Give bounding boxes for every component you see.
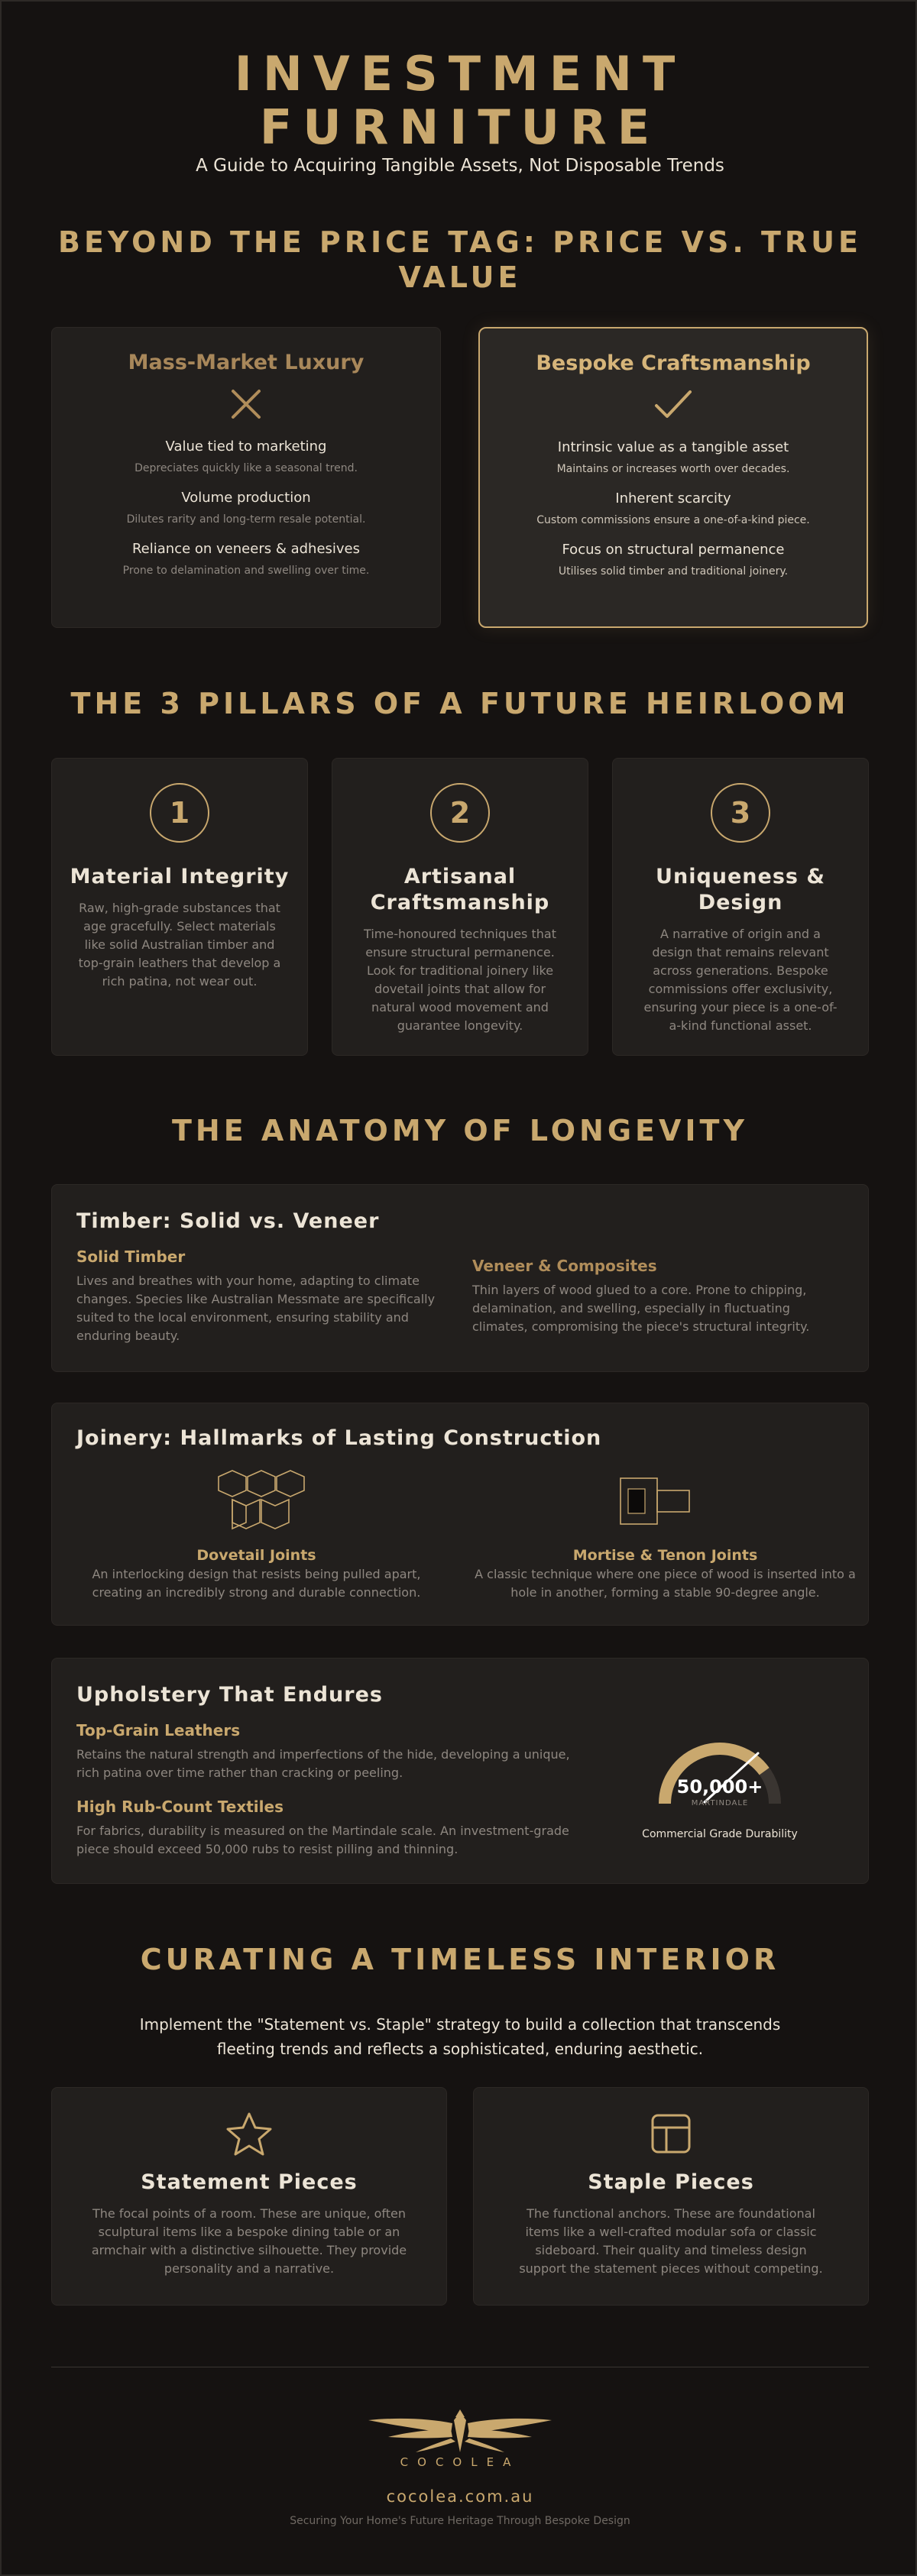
dovetail-icon: [215, 1469, 310, 1536]
cross-icon: [52, 385, 440, 431]
gauge-value: 50,000+: [676, 1776, 763, 1798]
gauge-caption: Commercial Grade Durability: [642, 1828, 798, 1840]
veneer-body: Thin layers of wood glued to a core. Prone to chipping, delamination, and swelling, especially in fluctuating climates, compromising the piece's structural integrity.: [472, 1283, 810, 1334]
dovetail-body: An interlocking design that resists being pulled apart, creating an incredibly strong and durable connection.: [92, 1567, 421, 1600]
curating-intro-line-2: fleeting trends and reflects a sophisticated, enduring aesthetic.: [216, 2040, 704, 2058]
pillar-number-2: 2: [430, 783, 490, 843]
mortise-tenon-body: A classic technique where one piece of wood is inserted into a hole in another, forming a stable 90-degree angle.: [475, 1567, 856, 1600]
curating-intro: [2, 2012, 917, 2061]
pillar-title-3-line-1: Uniqueness &: [656, 865, 825, 888]
title-line-2: FURNITURE: [259, 99, 661, 155]
gauge-unit: MARTINDALE: [691, 1799, 749, 1807]
mass-market-title: Mass-Market Luxury: [128, 351, 365, 374]
bespoke-item-3-main: Focus on structural permanence: [562, 542, 785, 558]
pillar-card-1: [51, 758, 308, 1056]
staple-card: [473, 2087, 869, 2306]
timber-title: Timber: Solid vs. Veneer: [76, 1209, 380, 1233]
solid-timber-title: Solid Timber: [76, 1248, 186, 1266]
mass-market-card: [51, 327, 441, 628]
footer-url[interactable]: cocolea.com.au: [386, 2487, 534, 2506]
bespoke-item-3-sub: Utilises solid timber and traditional joinery.: [558, 565, 789, 578]
mortise-tenon-title: Mortise & Tenon Joints: [572, 1547, 758, 1564]
mortise-tenon-icon: [619, 1477, 692, 1529]
mass-item-1-sub: Depreciates quickly like a seasonal trend.: [134, 462, 358, 474]
mass-item-1-main: Value tied to marketing: [165, 439, 327, 455]
staple-body: The functional anchors. These are foundational items like a well-crafted modular sofa or classic sideboard. Their quality and timeless design support the statement pieces without competing.: [519, 2206, 823, 2276]
footer-tagline: Securing Your Home's Future Heritage Through Bespoke Design: [290, 2515, 630, 2527]
joinery-card: [51, 1403, 869, 1626]
mass-item-2-main: Volume production: [181, 490, 311, 506]
pillar-title-3-line-2: Design: [698, 891, 783, 914]
textile-title: High Rub-Count Textiles: [76, 1798, 284, 1816]
pillar-title-1: [52, 864, 307, 890]
upholstery-card: [51, 1658, 869, 1884]
pillar-title-2-line-2: Craftsmanship: [370, 891, 550, 914]
leather-body: Retains the natural strength and imperfections of the hide, developing a unique, rich patina over time rather than cracking or peeling.: [76, 1747, 570, 1780]
page-subtitle: A Guide to Acquiring Tangible Assets, Not Disposable Trends: [196, 156, 724, 176]
bespoke-item-2-main: Inherent scarcity: [615, 490, 731, 506]
bespoke-item-1-main: Intrinsic value as a tangible asset: [557, 439, 789, 455]
check-icon: [480, 386, 867, 432]
joinery-title: Joinery: Hallmarks of Lasting Construction: [76, 1426, 602, 1450]
star-icon: [52, 2111, 446, 2160]
bespoke-title: Bespoke Craftsmanship: [536, 351, 811, 375]
comparison-title-line-2: VALUE: [398, 261, 522, 294]
statement-title: Statement Pieces: [141, 2170, 358, 2194]
curating-intro-line-1: Implement the "Statement vs. Staple" strategy to build a collection that transcends: [139, 2015, 781, 2034]
leather-title: Top-Grain Leathers: [76, 1721, 241, 1739]
pillar-card-3: [612, 758, 869, 1056]
mass-item-2-sub: Dilutes rarity and long-term resale potential.: [126, 513, 366, 526]
veneer-title: Veneer & Composites: [472, 1257, 657, 1275]
pillar-title-1-line-1: Material Integrity: [70, 865, 290, 888]
textile-body: For fabrics, durability is measured on the Martindale scale. An investment-grade piece should exceed 50,000 rubs to resist pilling and thinning.: [76, 1824, 569, 1856]
layout-icon: [474, 2111, 868, 2160]
statement-body: The focal points of a room. These are unique, often sculptural items like a bespoke dining table or an armchair with a distinctive silhouette. They provide personality and a narrative.: [91, 2206, 407, 2276]
martindale-gauge: [651, 1735, 789, 1827]
statement-card: [51, 2087, 447, 2306]
comparison-title-line-1: BEYOND THE PRICE TAG: PRICE VS. TRUE: [58, 225, 862, 259]
upholstery-title: Upholstery That Endures: [76, 1683, 383, 1707]
mass-item-3-sub: Prone to delamination and swelling over time.: [122, 565, 370, 577]
pillar-number-3: 3: [711, 783, 770, 843]
anatomy-section-title: THE ANATOMY OF LONGEVITY: [172, 1114, 748, 1147]
pillar-title-2: [332, 864, 588, 916]
bespoke-item-1-sub: Maintains or increases worth over decades.: [556, 463, 790, 475]
pillar-body-1: Raw, high-grade substances that age gracefully. Select materials like solid Australian timber and top-grain leathers that develop a rich patina, not wear out.: [78, 901, 281, 989]
bespoke-item-2-sub: Custom commissions ensure a one-of-a-kind piece.: [536, 514, 810, 526]
pillar-number-1: 1: [150, 783, 209, 843]
pillar-title-2-line-1: Artisanal: [403, 865, 517, 888]
solid-timber-body: Lives and breathes with your home, adapting to climate changes. Species like Australian Messmate are specifically suited to the local environment, ensuring stability and enduring beauty.: [76, 1273, 436, 1343]
page-title: [2, 47, 917, 154]
pillar-card-2: [332, 758, 588, 1056]
comparison-section-title: [2, 225, 917, 295]
pillar-body-3: A narrative of origin and a design that remains relevant across generations. Bespoke commissions offer exclusivity, ensuring your piece is a one-of-a-kind functional asset.: [643, 927, 838, 1033]
pillars-section-title: THE 3 PILLARS OF A FUTURE HEIRLOOM: [70, 687, 850, 720]
pillar-body-2: Time-honoured techniques that ensure structural permanence. Look for traditional joinery like dovetail joints that allow for natural wood movement and guarantee longevity.: [364, 927, 556, 1033]
staple-title: Staple Pieces: [588, 2170, 754, 2194]
timber-card: [51, 1184, 869, 1372]
dovetail-title: Dovetail Joints: [196, 1547, 316, 1564]
pillar-title-3: [613, 864, 868, 916]
footer-brand: COCOLEA: [400, 2455, 520, 2469]
mass-item-3-main: Reliance on veneers & adhesives: [131, 541, 360, 557]
bespoke-card: [478, 327, 868, 628]
title-line-1: INVESTMENT: [234, 46, 686, 102]
curating-section-title: CURATING A TIMELESS INTERIOR: [140, 1943, 780, 1976]
cocolea-logo: [361, 2406, 559, 2460]
